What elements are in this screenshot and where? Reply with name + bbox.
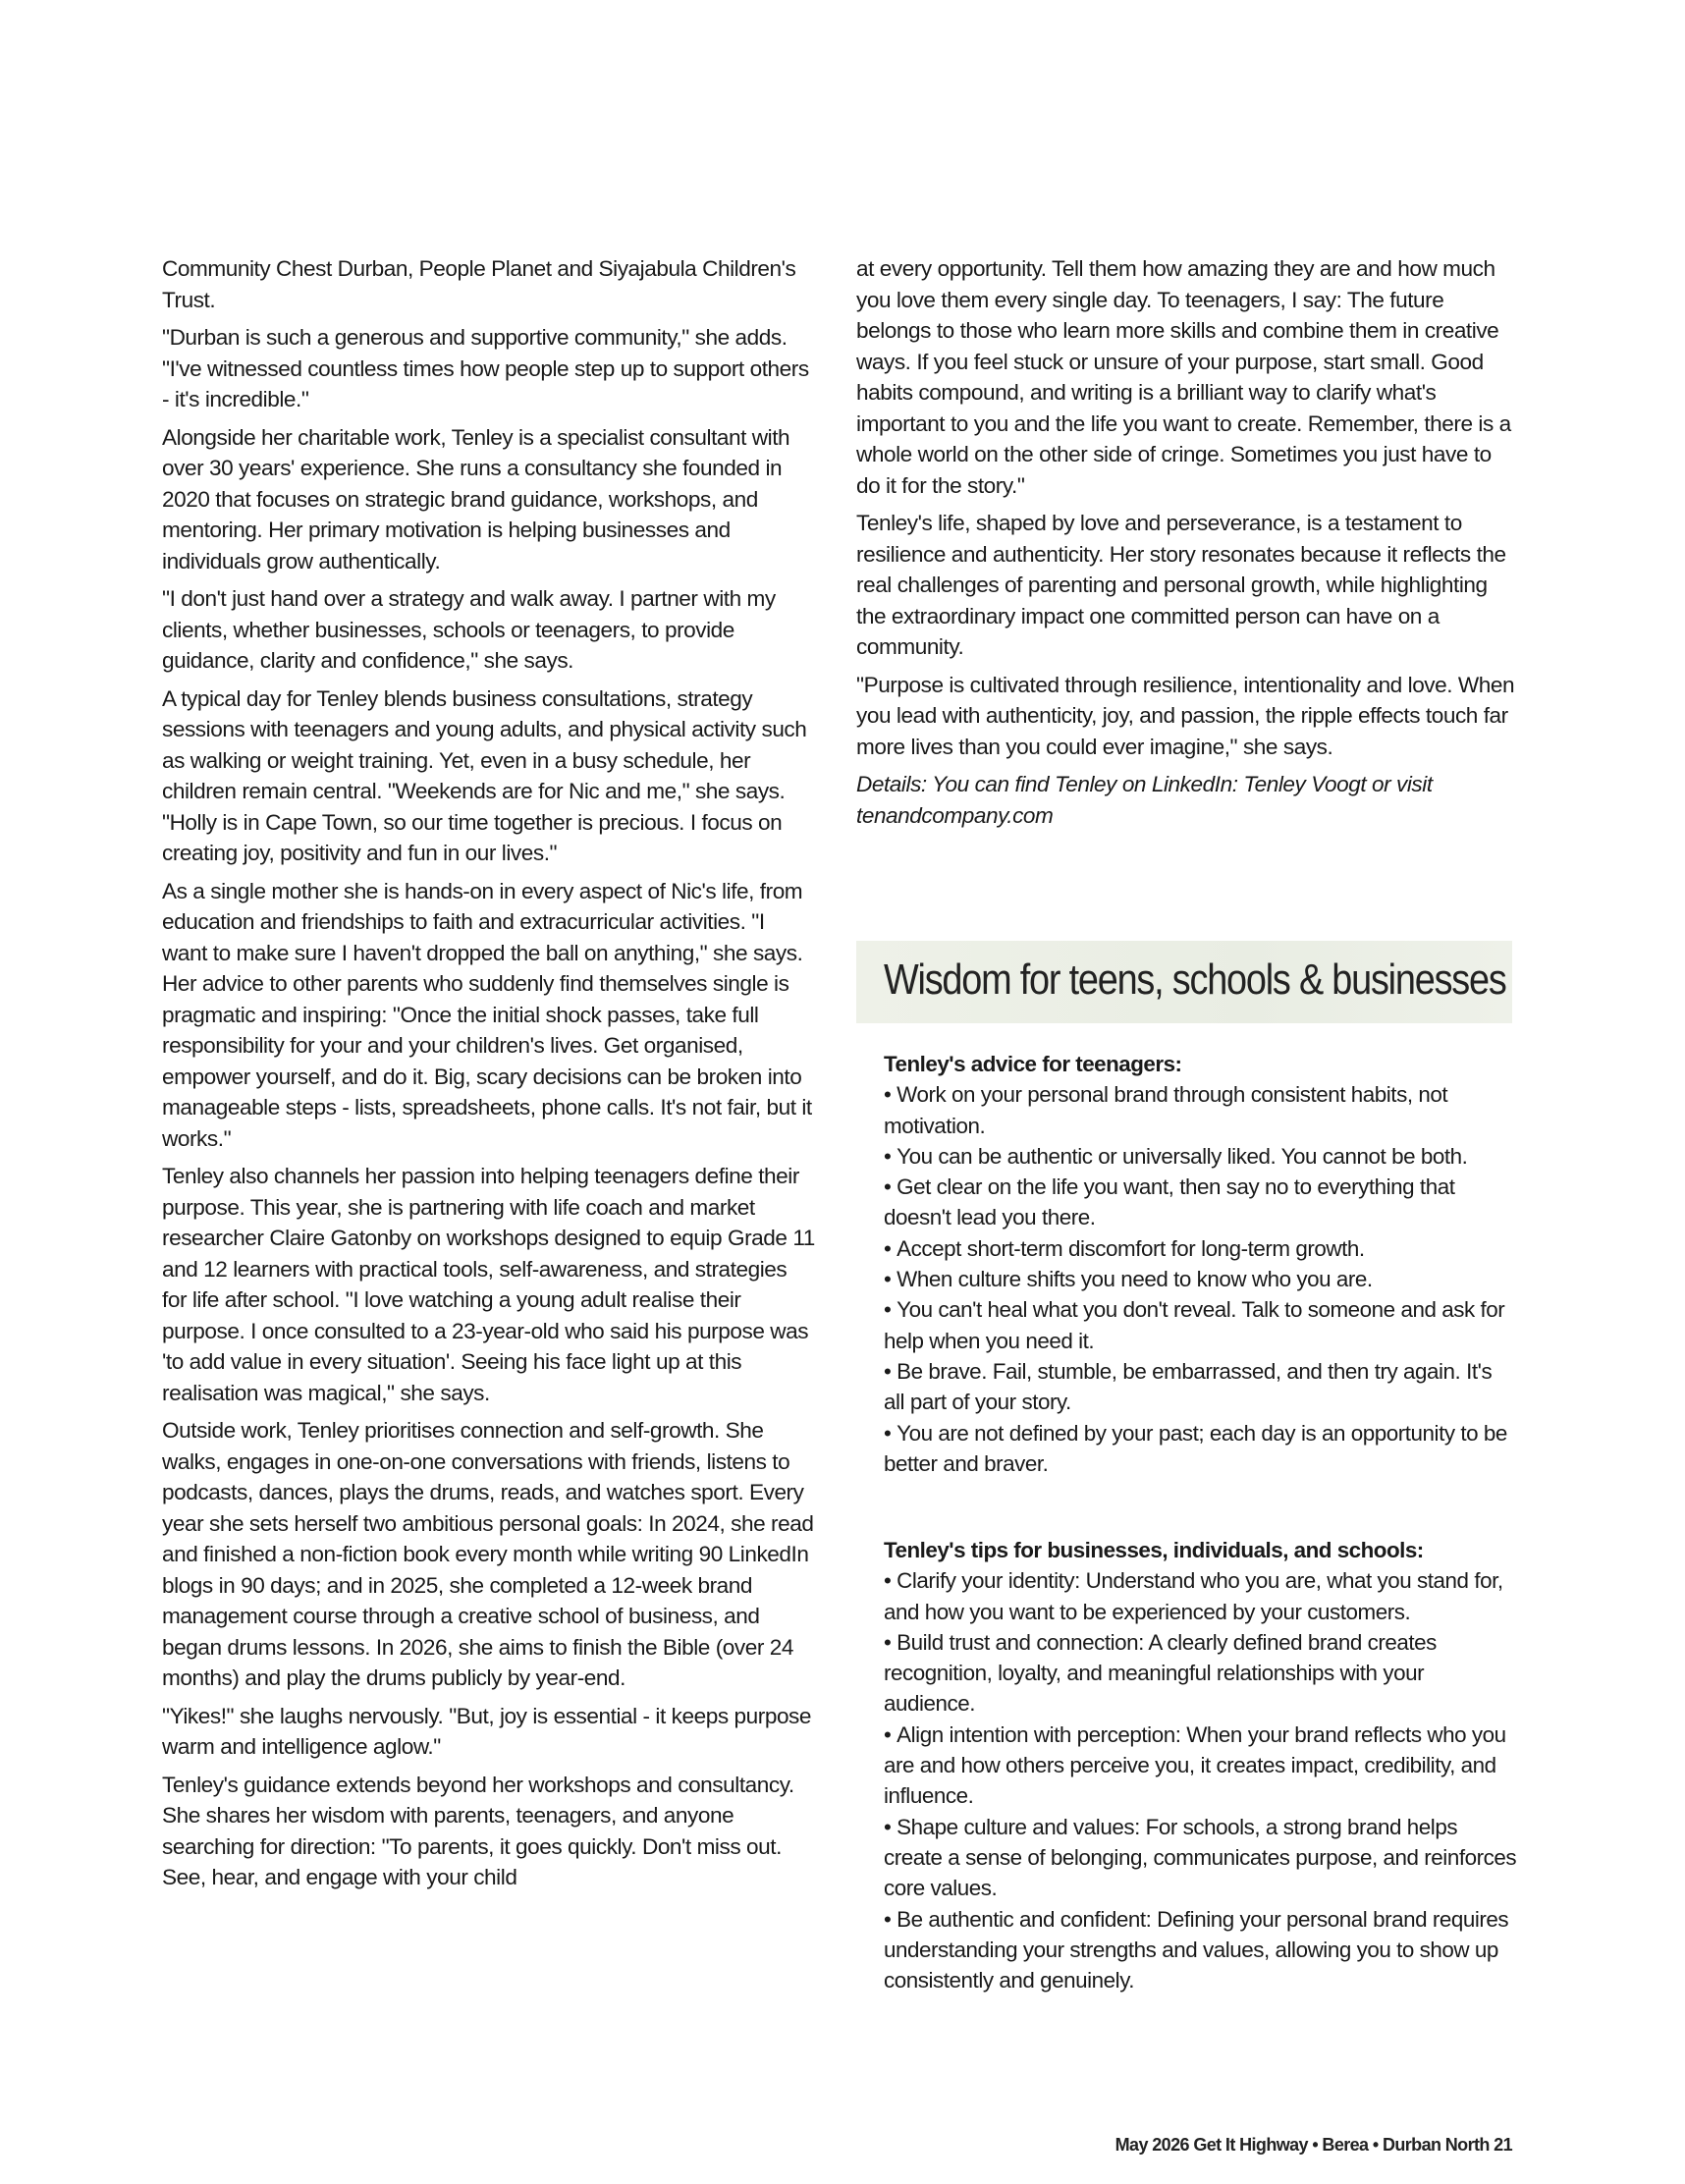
page-footer: May 2026 Get It Highway • Berea • Durban North 21 bbox=[1114, 2135, 1512, 2155]
business-tips-section bbox=[884, 1535, 1517, 1995]
list-item: • Work on your personal brand through consistent habits, not motivation. bbox=[884, 1079, 1517, 1141]
list-item: • You can't heal what you don't reveal. Talk to someone and ask for help when you need it. bbox=[884, 1294, 1517, 1356]
list-item: • Shape culture and values: For schools, a strong brand helps create a sense of belonging, communicates purpose, and reinforces core values. bbox=[884, 1812, 1517, 1904]
teen-tips-section bbox=[884, 1049, 1517, 1479]
paragraph: Tenley's life, shaped by love and perseverance, is a testament to resilience and authenticity. Her story resonates because it reflects the real challenges of parenting and personal growth, while highlighting the extraordinary impact one committed person can have on a community. bbox=[856, 511, 1506, 659]
paragraph: "Durban is such a generous and supportive community," she adds. "I've witnessed countless times how people step up to support others - it's incredible." bbox=[162, 325, 809, 411]
wisdom-title: Wisdom for teens, schools & businesses bbox=[884, 956, 1506, 1004]
paragraph: at every opportunity. Tell them how amazing they are and how much you love them every single day. To teenagers, I say: The future belongs to those who learn more skills and combine them in creative ways. If you feel stuck or unsure of your purpose, start small. Good habits compound, and writing is a brilliant way to clarify what's important to you and the life you want to create. Remember, there is a whole world on the other side of cringe. Sometimes you just have to do it for the story." bbox=[856, 256, 1511, 498]
list-item: • Get clear on the life you want, then say no to everything that doesn't lead you there. bbox=[884, 1172, 1517, 1233]
list-item: • Be brave. Fail, stumble, be embarrassed, and then try again. It's all part of your story. bbox=[884, 1356, 1517, 1418]
teen-tips-list bbox=[884, 1079, 1517, 1479]
list-item: • Clarify your identity: Understand who you are, what you stand for, and how you want to be experienced by your customers. bbox=[884, 1565, 1517, 1627]
list-item: • You can be authentic or universally liked. You cannot be both. bbox=[884, 1141, 1517, 1172]
list-item: • When culture shifts you need to know who you are. bbox=[884, 1264, 1517, 1294]
paragraph: Outside work, Tenley prioritises connection and self-growth. She walks, engages in one-on-one conversations with friends, listens to podcasts, dances, plays the drums, reads, and watches sport. Every year she sets herself two ambitious personal goals: In 2024, she read and finished a non-fiction book every month while writing 90 LinkedIn blogs in 90 days; and in 2025, she completed a 12-week brand management course through a creative school of business, and began drums lessons. In 2026, she aims to finish the Bible (over 24 months) and play the drums publicly by year-end. bbox=[162, 1418, 814, 1690]
list-item: • You are not defined by your past; each day is an opportunity to be better and braver. bbox=[884, 1418, 1517, 1480]
list-item: • Accept short-term discomfort for long-term growth. bbox=[884, 1233, 1517, 1264]
paragraph: "Yikes!" she laughs nervously. "But, joy is essential - it keeps purpose warm and intelligence aglow." bbox=[162, 1703, 812, 1759]
paragraph: Alongside her charitable work, Tenley is a specialist consultant with over 30 years' experience. She runs a consultancy she founded in 2020 that focuses on strategic brand guidance, workshops, and mentoring. Her primary motivation is helping businesses and individuals grow authentically. bbox=[162, 424, 790, 573]
list-item: • Align intention with perception: When your brand reflects who you are and how others perceive you, it creates impact, credibility, and influence. bbox=[884, 1720, 1517, 1812]
paragraph: As a single mother she is hands-on in every aspect of Nic's life, from education and friendships to faith and extracurricular activities. "I want to make sure I haven't dropped the ball on anything," she says. Her advice to other parents who suddenly find themselves single is pragmatic and inspiring: "Once the initial shock passes, take full responsibility for your and your children's lives. Get organised, empower yourself, and do it. Big, scary decisions can be broken into manageable steps - lists, spreadsheets, phone calls. It's not fair, but it works." bbox=[162, 878, 812, 1151]
paragraph: "Purpose is cultivated through resilience, intentionality and love. When you lead with authenticity, joy, and passion, the ripple effects touch far more lives than you could ever imagine," she says. bbox=[856, 672, 1515, 759]
details-text: Details: You can find Tenley on LinkedIn: Tenley Voogt or visit tenandcompany.com bbox=[856, 772, 1433, 828]
paragraph: Tenley also channels her passion into helping teenagers define their purpose. This year, she is partnering with life coach and market researcher Claire Gatonby on workshops designed to equip Grade 11 and 12 learners with practical tools, self-awareness, and strategies for life after school. "I love watching a young adult realise their purpose. I once consulted to a 23-year-old who said his purpose was 'to add value in every situation'. Seeing his face light up at this realisation was magical," she says. bbox=[162, 1164, 815, 1405]
business-tips-heading: Tenley's tips for businesses, individuals, and schools: bbox=[884, 1538, 1424, 1562]
teen-tips-heading: Tenley's advice for teenagers: bbox=[884, 1052, 1182, 1076]
paragraph: A typical day for Tenley blends business consultations, strategy sessions with teenagers and young adults, and physical activity such as walking or weight training. Yet, even in a busy schedule, her children remain central. "Weekends are for Nic and me," she says. "Holly is in Cape Town, so our time together is precious. I focus on creating joy, positivity and fun in our lives." bbox=[162, 685, 807, 865]
right-column bbox=[856, 253, 1519, 838]
paragraph: Tenley's guidance extends beyond her workshops and consultancy. She shares her wisdom with parents, teenagers, and anyone searching for direction: "To parents, it goes quickly. Don't miss out. See, hear, and engage with your child bbox=[162, 1772, 794, 1889]
list-item: • Build trust and connection: A clearly defined brand creates recognition, loyalty, and meaningful relationships with your audience. bbox=[884, 1627, 1517, 1720]
paragraph: "I don't just hand over a strategy and walk away. I partner with my clients, whether businesses, schools or teenagers, to provide guidance, clarity and confidence," she says. bbox=[162, 586, 776, 673]
business-tips-list bbox=[884, 1565, 1517, 1995]
wisdom-title-banner bbox=[856, 941, 1512, 1023]
list-item: • Be authentic and confident: Defining your personal brand requires understanding your strengths and values, allowing you to show up consistently and genuinely. bbox=[884, 1904, 1517, 1996]
paragraph: Community Chest Durban, People Planet and Siyajabula Children's Trust. bbox=[162, 256, 796, 312]
left-column bbox=[162, 253, 815, 1900]
